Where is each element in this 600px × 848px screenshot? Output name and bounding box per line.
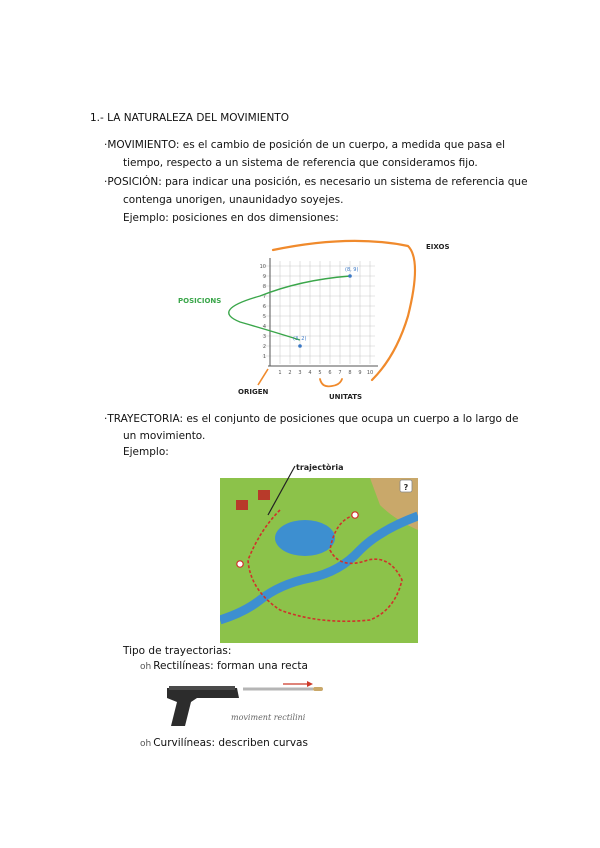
- trajectoria-label: trajectòria: [296, 463, 344, 472]
- x-tick-label: 2: [288, 370, 292, 376]
- posicions-label: POSICIONS: [178, 297, 222, 305]
- grid: [259, 261, 375, 364]
- y-tick-label: 5: [262, 314, 266, 320]
- point-b-label: (3, 2): [293, 336, 307, 342]
- y-tick-label: 6: [262, 304, 266, 310]
- pistol-figure: [165, 676, 355, 732]
- map-marker-end: [237, 561, 243, 567]
- rectilineas-item: [140, 660, 308, 674]
- posicion-line1: · POSICIÓN: para indicar una posición, es necesario un sistema de referencia que: [104, 176, 528, 189]
- x-tick-label: 7: [338, 370, 342, 376]
- motion-arrow-head: [307, 681, 313, 687]
- trajectory-map-figure: [220, 460, 418, 643]
- eixos-label: EIXOS: [426, 243, 450, 251]
- trayectoria-example: Ejemplo:: [123, 446, 169, 458]
- tipos-title: Tipo de trayectorias:: [123, 645, 232, 657]
- curvilineas-item: [140, 737, 308, 751]
- y-tick-label: 8: [262, 284, 266, 290]
- map-house-2: [258, 490, 270, 500]
- curvilineas-text: Curvilíneas: describen curvas: [153, 737, 308, 749]
- trayectoria-line1: · TRAYECTORIA: es el conjunto de posiciones que ocupa un cuerpo a lo largo de: [104, 413, 518, 426]
- pistol-icon: [167, 688, 239, 726]
- rectilineas-text: Rectilíneas: forman una recta: [153, 660, 308, 672]
- posicion-example: Ejemplo: posiciones en dos dimensiones:: [123, 212, 339, 224]
- list-marker: oh: [140, 662, 152, 672]
- y-tick-label: 2: [262, 344, 266, 350]
- x-tick-label: 4: [308, 370, 312, 376]
- eixos-outline: [273, 241, 415, 380]
- map-house-1: [236, 500, 248, 510]
- posicion-line2: contenga unorigen, unaunidadyo soyejes.: [123, 194, 344, 206]
- point-a-label: (8, 9): [345, 267, 359, 273]
- y-tick-label: 7: [262, 294, 266, 300]
- x-tick-label: 3: [298, 370, 302, 376]
- x-tick-label: 5: [318, 370, 322, 376]
- bullet: [313, 687, 323, 691]
- point-a: [348, 274, 352, 278]
- y-tick-label: 9: [262, 274, 266, 280]
- y-tick-label: 1: [262, 354, 266, 360]
- x-tick-label: 6: [328, 370, 332, 376]
- pistol-caption: moviment rectilini: [231, 713, 306, 722]
- x-tick-label: 10: [366, 370, 374, 376]
- point-b: [298, 344, 302, 348]
- unitats-label: UNITATS: [329, 393, 363, 401]
- trayectoria-line2: un movimiento.: [123, 430, 206, 442]
- origen-label: ORIGEN: [238, 388, 269, 396]
- origen-arrow: [258, 369, 268, 385]
- list-marker: oh: [140, 739, 152, 749]
- help-icon-symbol: ?: [403, 483, 409, 492]
- movimiento-line2: tiempo, respecto a un sistema de referencia que consideramos fijo.: [123, 157, 478, 169]
- section-heading: 1.- LA NATURALEZA DEL MOVIMIENTO: [90, 112, 289, 124]
- map-lake: [275, 520, 335, 556]
- x-tick-label: 1: [278, 370, 282, 376]
- posicions-curve: [229, 276, 350, 340]
- unitats-brace: [320, 379, 342, 386]
- y-tick-label: 3: [262, 334, 266, 340]
- y-tick-label: 10: [259, 264, 266, 270]
- movimiento-line1: · MOVIMIENTO: es el cambio de posición de un cuerpo, a medida que pasa el: [104, 139, 505, 152]
- pistol-slide: [169, 686, 235, 690]
- x-tick-label: 9: [358, 370, 362, 376]
- y-tick-label: 4: [262, 324, 266, 330]
- map-marker-start: [352, 512, 358, 518]
- x-tick-label: 8: [348, 370, 352, 376]
- coordinate-system-figure: [170, 236, 470, 404]
